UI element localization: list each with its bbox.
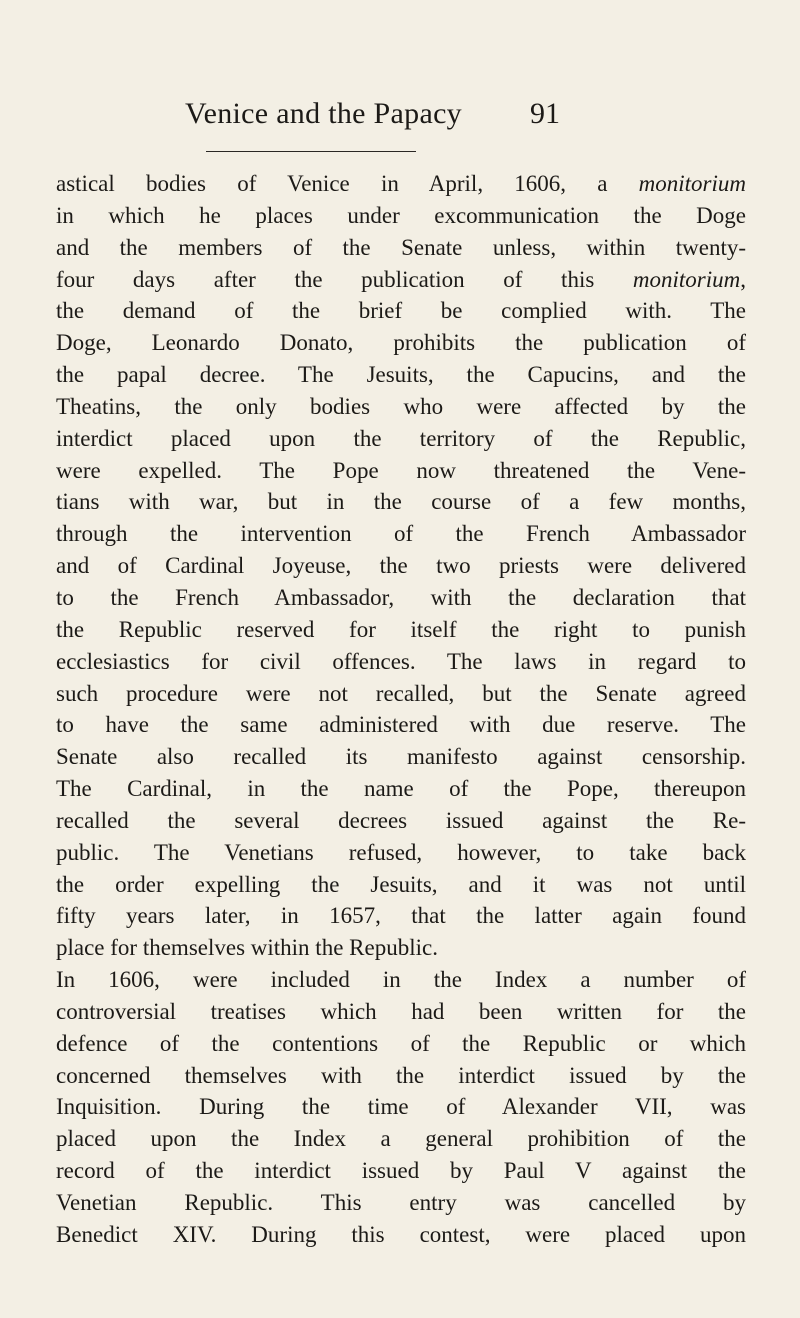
text-segment: defence of the contentions of the Republic or which	[56, 1030, 746, 1056]
text-segment: recalled the several decrees issued against the Re-	[56, 807, 746, 833]
text-segment: place for themselves within the Republic.	[56, 935, 438, 961]
text-segment: Venetian Republic. This entry was cancelled by	[56, 1190, 746, 1215]
text-segment: fifty years later, in 1657, that the latter again found	[56, 903, 746, 929]
text-segment: Senate also recalled its manifesto against censorship.	[56, 744, 746, 770]
text-segment: interdict placed upon the territory of the Republic,	[56, 425, 746, 451]
text-segment: controversial treatises which had been written for the	[56, 998, 746, 1024]
text-line	[56, 1060, 746, 1092]
running-title: Venice and the Papacy	[184, 97, 462, 130]
text-line	[56, 805, 746, 837]
text-line	[56, 582, 746, 614]
text-segment: through the intervention of the French Ambassador	[56, 521, 746, 547]
text-segment: concerned themselves with the interdict issued by the	[56, 1062, 746, 1088]
text-line	[56, 232, 746, 264]
text-line	[56, 1028, 746, 1060]
text-segment: record of the interdict issued by Paul V against the	[56, 1158, 746, 1184]
italic-term: monitorium	[632, 266, 741, 292]
text-segment: Theatins, the only bodies who were affected by the	[56, 393, 746, 419]
text-line	[56, 486, 746, 518]
text-segment: Doge, Leonardo Donato, prohibits the publication of	[56, 330, 746, 356]
text-line	[56, 327, 746, 359]
text-segment: the order expelling the Jesuits, and it was not until	[56, 871, 746, 897]
text-segment: four days after the publication of this	[56, 266, 633, 292]
body-text	[56, 168, 746, 1251]
text-line	[56, 391, 746, 423]
text-line	[56, 646, 746, 678]
text-line	[56, 518, 746, 550]
text-segment: tians with war, but in the course of a few months,	[56, 489, 746, 515]
text-line	[56, 614, 746, 646]
text-line	[56, 932, 746, 964]
text-line	[56, 996, 746, 1028]
text-line	[56, 869, 746, 901]
text-line	[56, 709, 746, 741]
text-segment: to have the same administered with due reserve. The	[56, 712, 746, 738]
text-line	[56, 1123, 746, 1155]
text-line	[56, 1219, 746, 1251]
text-segment: In 1606, were included in the Index a number of	[56, 967, 746, 993]
text-line	[56, 678, 746, 710]
text-line	[56, 773, 746, 805]
text-line	[56, 1155, 746, 1187]
text-line	[56, 168, 746, 200]
text-line	[56, 741, 746, 773]
italic-term: monitorium	[638, 171, 746, 196]
text-line	[56, 200, 746, 232]
text-segment: to the French Ambassador, with the declaration that	[56, 584, 746, 610]
text-segment: The Cardinal, in the name of the Pope, thereupon	[56, 776, 746, 802]
text-line	[56, 964, 746, 996]
text-segment: placed upon the Index a general prohibition of the	[56, 1126, 746, 1152]
text-line	[56, 423, 746, 455]
text-line	[56, 455, 746, 487]
text-line	[56, 359, 746, 391]
text-segment: public. The Venetians refused, however, to take back	[56, 839, 746, 865]
text-line	[56, 900, 746, 932]
text-line	[56, 837, 746, 869]
text-segment: in which he places under excommunication the Doge	[56, 202, 746, 228]
text-segment: ecclesiastics for civil offences. The laws in regard to	[56, 648, 746, 674]
running-head	[0, 94, 800, 134]
text-line	[56, 264, 746, 296]
text-segment: such procedure were not recalled, but the Senate agreed	[56, 680, 746, 706]
page-number: 91	[530, 97, 560, 130]
text-segment: astical bodies of Venice in April, 1606, a	[56, 171, 639, 196]
text-segment: were expelled. The Pope now threatened the Vene-	[56, 457, 746, 483]
text-line	[56, 1091, 746, 1123]
text-segment: and the members of the Senate unless, within twenty-	[56, 234, 746, 260]
text-segment: ,	[740, 266, 746, 292]
text-segment: the demand of the brief be complied with. The	[56, 298, 746, 324]
text-segment: and of Cardinal Joyeuse, the two priests were delivered	[56, 553, 746, 579]
text-line	[56, 1187, 746, 1219]
text-segment: the Republic reserved for itself the right to punish	[56, 616, 746, 642]
text-segment: Inquisition. During the time of Alexander VII, was	[56, 1094, 746, 1120]
header-rule	[206, 151, 416, 152]
text-line	[56, 295, 746, 327]
text-segment: the papal decree. The Jesuits, the Capucins, and the	[56, 362, 746, 388]
text-segment: Benedict XIV. During this contest, were placed upon	[56, 1221, 746, 1247]
text-line	[56, 550, 746, 582]
